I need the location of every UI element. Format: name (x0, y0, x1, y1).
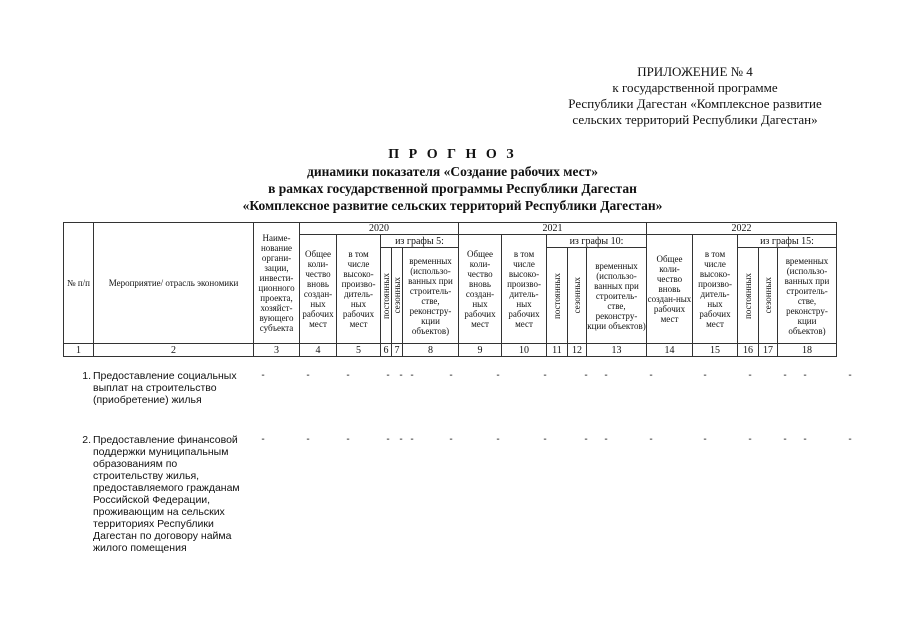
cell-dash: - (584, 434, 588, 445)
cell-dash: - (399, 434, 403, 445)
row-number: 1. (82, 370, 91, 382)
header-of-graph-5: из графы 5: (381, 235, 459, 248)
header-year-2022: 2022 (647, 223, 837, 235)
header-seasonal-2020: сезонных (392, 248, 403, 344)
cell-dash: - (306, 434, 310, 445)
header-total-2021: Общее коли-чество вновь создан-ных рабочих мест (459, 235, 502, 344)
col-number: 12 (568, 344, 587, 357)
appendix-header (520, 64, 870, 128)
header-org: Наиме-нование органи-зации, инвести-ционного проекта, хозяйст-вующего субъекта (254, 223, 300, 344)
col-number: 13 (587, 344, 647, 357)
header-permanent-2022: постоянных (738, 248, 759, 344)
header-year-2020: 2020 (300, 223, 459, 235)
header-temporary-2020: временных (использо-ванных при строитель-стве, реконстру-кции объектов) (403, 248, 459, 344)
header-incl-2022: в том числе высоко-произво-дитель-ных рабочих мест (693, 235, 738, 344)
col-number: 16 (738, 344, 759, 357)
appendix-line-2: к государственной программе (612, 80, 778, 95)
title-line-1: П Р О Г Н О З (388, 147, 517, 162)
col-number: 5 (337, 344, 381, 357)
header-temporary-2021: временных (использо-ванных при строитель-стве, реконстру-кции объектов) (587, 248, 647, 344)
cell-dash: - (261, 370, 265, 381)
cell-dash: - (496, 370, 500, 381)
row-number: 2. (82, 434, 91, 446)
cell-dash: - (848, 370, 852, 381)
header-permanent-2020: постоянных (381, 248, 392, 344)
header-incl-2021: в том числе высоко-произво-дитель-ных рабочих мест (502, 235, 547, 344)
cell-dash: - (496, 434, 500, 445)
col-number: 8 (403, 344, 459, 357)
cell-dash: - (649, 434, 653, 445)
header-permanent-2021: постоянных (547, 248, 568, 344)
cell-dash: - (703, 434, 707, 445)
col-number: 18 (778, 344, 837, 357)
col-number: 2 (94, 344, 254, 357)
cell-dash: - (848, 434, 852, 445)
cell-dash: - (410, 434, 414, 445)
col-number: 3 (254, 344, 300, 357)
col-number: 15 (693, 344, 738, 357)
header-temporary-2022: временных (использо-ванных при строитель-стве, реконстру-кции объектов) (778, 248, 837, 344)
cell-dash: - (803, 434, 807, 445)
col-number: 14 (647, 344, 693, 357)
cell-dash: - (399, 370, 403, 381)
appendix-line-1: ПРИЛОЖЕНИЕ № 4 (637, 64, 753, 79)
cell-dash: - (346, 434, 350, 445)
cell-dash: - (543, 370, 547, 381)
cell-dash: - (346, 370, 350, 381)
row-text: Предоставление социальных выплат на строительство (приобретение) жилья (93, 370, 237, 406)
cell-dash: - (703, 370, 707, 381)
cell-dash: - (261, 434, 265, 445)
cell-dash: - (410, 370, 414, 381)
cell-dash: - (604, 434, 608, 445)
col-number: 17 (759, 344, 778, 357)
title-line-3: в рамках государственной программы Республики Дагестан (268, 181, 637, 196)
cell-dash: - (386, 370, 390, 381)
col-number: 9 (459, 344, 502, 357)
cell-dash: - (449, 434, 453, 445)
header-event: Мероприятие/ отрасль экономики (94, 223, 254, 344)
header-of-graph-15: из графы 15: (738, 235, 837, 248)
cell-dash: - (783, 434, 787, 445)
appendix-line-4: сельских территорий Республики Дагестан» (572, 112, 818, 127)
forecast-table (63, 222, 837, 357)
cell-dash: - (386, 434, 390, 445)
cell-dash: - (649, 370, 653, 381)
col-number: 7 (392, 344, 403, 357)
header-of-graph-10: из графы 10: (547, 235, 647, 248)
title-line-4: «Комплексное развитие сельских территорий Республики Дагестан» (242, 198, 663, 213)
document-title (0, 146, 905, 214)
header-seasonal-2021: сезонных (568, 248, 587, 344)
cell-dash: - (783, 370, 787, 381)
col-number: 6 (381, 344, 392, 357)
col-number: 10 (502, 344, 547, 357)
col-number: 1 (64, 344, 94, 357)
cell-dash: - (584, 370, 588, 381)
header-total-2022: Общее коли-чество вновь создан-ных рабочих мест (647, 235, 693, 344)
header-num: № п/п (64, 223, 94, 344)
title-line-2: динамики показателя «Создание рабочих мест» (306, 164, 598, 179)
cell-dash: - (748, 434, 752, 445)
header-incl-2020: в том числе высоко-произво-дитель-ных рабочих мест (337, 235, 381, 344)
header-total-2020: Общее коли-чество вновь создан-ных рабочих мест (300, 235, 337, 344)
header-seasonal-2022: сезонных (759, 248, 778, 344)
cell-dash: - (604, 370, 608, 381)
appendix-line-3: Республики Дагестан «Комплексное развитие (568, 96, 822, 111)
cell-dash: - (803, 370, 807, 381)
cell-dash: - (449, 370, 453, 381)
cell-dash: - (306, 370, 310, 381)
row-text: Предоставление финансовой поддержки муниципальным образованиям по строительству жилья, предоставляемого гражданам Российской Федерации, проживающим на сельских территориях Республики Дагестан по договору найма жилого помещения (93, 434, 240, 554)
col-number: 11 (547, 344, 568, 357)
column-number-row (64, 344, 837, 357)
header-year-2021: 2021 (459, 223, 647, 235)
cell-dash: - (748, 370, 752, 381)
col-number: 4 (300, 344, 337, 357)
cell-dash: - (543, 434, 547, 445)
